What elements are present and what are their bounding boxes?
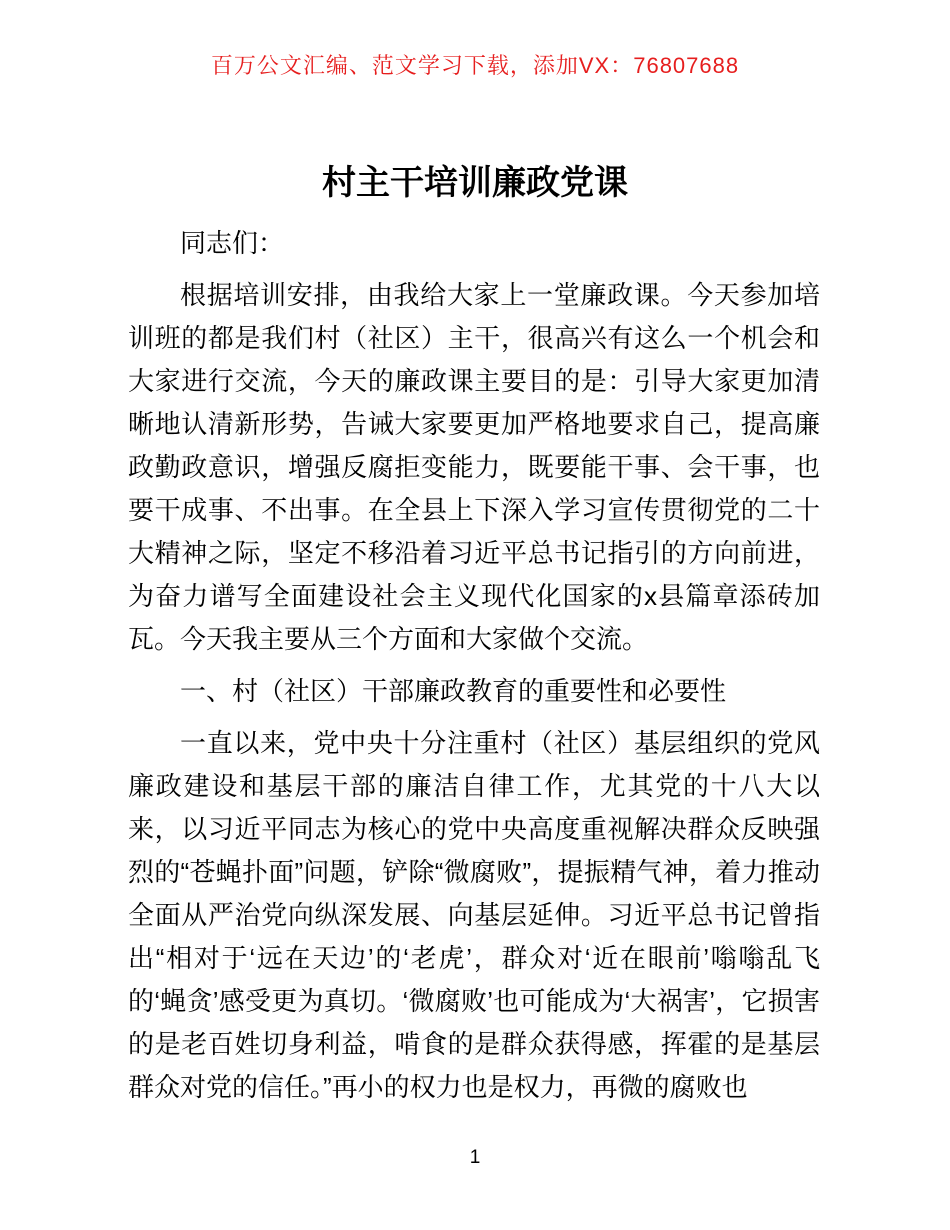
salutation-paragraph: 同志们： [180,228,285,258]
page-number: 1 [469,1147,481,1168]
body-paragraph: 一直以来，党中央十分注重村（社区）基层组织的党风廉政建设和基层干部的廉洁自律工作，尤其党的十八大以来，以习近平同志为核心的党中央高度重视解决群众反映强烈的“苍蝇扑面”问题，铲除“微腐败”，提振精气神，着力推动全面从严治党向纵深发展、向基层延伸。习近平总书记曾指出“相对于‘远在天边’的‘老虎’，群众对‘近在眼前’嗡嗡乱飞的‘蝇贪’感受更为真切。‘微腐败’也可能成为‘大祸害’，它损害的是老百姓切身利益，啃食的是群众获得感，挥霍的是基层群众对党的信任。”再小的权力也是权力，再微的腐败也 [128,728,820,1102]
document-title: 村主干培训廉政党课 [322,164,628,202]
intro-paragraph: 根据培训安排，由我给大家上一堂廉政课。今天参加培训班的都是我们村（社区）主干，很高兴有这么一个机会和大家进行交流，今天的廉政课主要目的是：引导大家更加清晰地认清新形势，告诫大家要更加严格地要求自己，提高廉政勤政意识，增强反腐拒变能力，既要能干事、会干事，也要干成事、不出事。在全县上下深入学习宣传贯彻党的二十大精神之际，坚定不移沿着习近平总书记指引的方向前进，为奋力谱写全面建设社会主义现代化国家的x县篇章添砖加瓦。今天我主要从三个方面和大家做个交流。 [128,280,820,654]
section-heading: 一、村（社区）干部廉政教育的重要性和必要性 [180,676,727,706]
promo-banner-text: 百万公文汇编、范文学习下载，添加VX：76807688 [210,53,740,78]
document-body [128,222,820,1118]
